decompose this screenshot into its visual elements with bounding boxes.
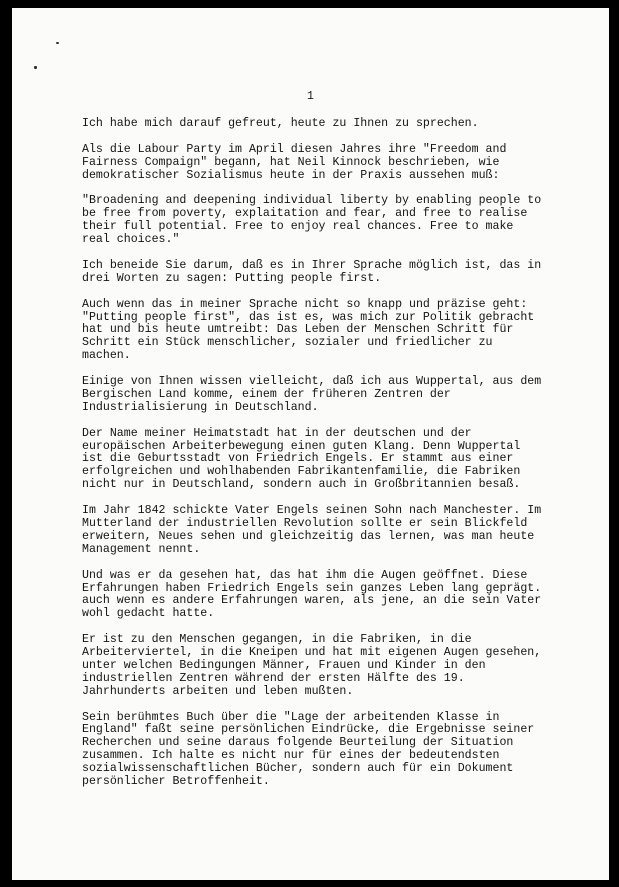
paragraph: Im Jahr 1842 schickte Vater Engels seinen Sohn nach Manchester. Im Mutterland der industriellen Revolution sollte er sein Blickfeld erweitern, Neues sehen und gleichzeitig das lernen, was man heute Management nennt.	[82, 504, 542, 556]
paragraph: Ich habe mich darauf gefreut, heute zu Ihnen zu sprechen.	[82, 117, 479, 130]
document-body	[82, 118, 582, 802]
paragraph: Und was er da gesehen hat, das hat ihm die Augen geöffnet. Diese Erfahrungen haben Friedrich Engels sein ganzes Leben lang geprägt. auch wenn es andere Erfahrungen waren, als jene, an die sein Vater wohl gedacht hatte.	[82, 568, 542, 621]
paragraph: Er ist zu den Menschen gegangen, in die Fabriken, in die Arbeiterviertel, in die Kneipen und hat mit eigenen Augen gesehen, unter welchen Bedingungen Männer, Frauen und Kinder in den industriellen Zentren während der ersten Hälfte des 19. Jahrhunderts arbeiten und leben mußten.	[82, 633, 542, 698]
scan-speck	[34, 66, 37, 69]
page-number: 1	[307, 90, 314, 103]
paragraph: Ich beneide Sie darum, daß es in Ihrer Sprache möglich ist, das in drei Worten zu sagen: Putting people first.	[82, 258, 542, 285]
quote-paragraph: "Broadening and deepening individual liberty by enabling people to be free from poverty, explaitation and fear, and free to realise their full potential. Free to enjoy real chances. Free to make real choices."	[82, 194, 542, 247]
scan-speck	[56, 42, 59, 44]
paragraph: Sein berühmtes Buch über die "Lage der arbeitenden Klasse in England" faßt seine persönlichen Eindrücke, die Ergebnisse seiner Recherchen und seine daraus folgende Beurteilung der Situation zusammen. Ich halte es nicht nur für eines der bedeutendsten sozialwissenschaftlichen Bücher, sondern auch für ein Dokument persönlicher Betroffenheit.	[82, 710, 535, 789]
paragraph: Einige von Ihnen wissen vielleicht, daß ich aus Wuppertal, aus dem Bergischen Land komme, einem der früheren Zentren der Industrialisierung in Deutschland.	[82, 375, 542, 414]
paragraph: Der Name meiner Heimatstadt hat in der deutschen und der europäischen Arbeiterbewegung einen guten Klang. Denn Wuppertal ist die Geburtsstadt von Friedrich Engels. Er stammt aus einer erfolgreichen und wohlhabenden Fabrikantenfamilie, die Fabriken nicht nur in Deutschland, sondern auch in Großbritannien besaß.	[82, 426, 521, 492]
paragraph: Auch wenn das in meiner Sprache nicht so knapp und präzise geht: "Putting people first", das ist es, was mich zur Politik gebracht hat und bis heute umtreibt: Das Leben der Menschen Schritt für Schritt ein Stück menschlicher, sozialer und friedlicher zu machen.	[82, 297, 535, 363]
document-page	[12, 8, 609, 880]
paragraph: Als die Labour Party im April diesen Jahres ihre "Freedom and Fairness Compaign" begann, hat Neil Kinnock beschrieben, wie demokratischer Sozialismus heute in der Praxis aussehen muß:	[82, 142, 507, 182]
